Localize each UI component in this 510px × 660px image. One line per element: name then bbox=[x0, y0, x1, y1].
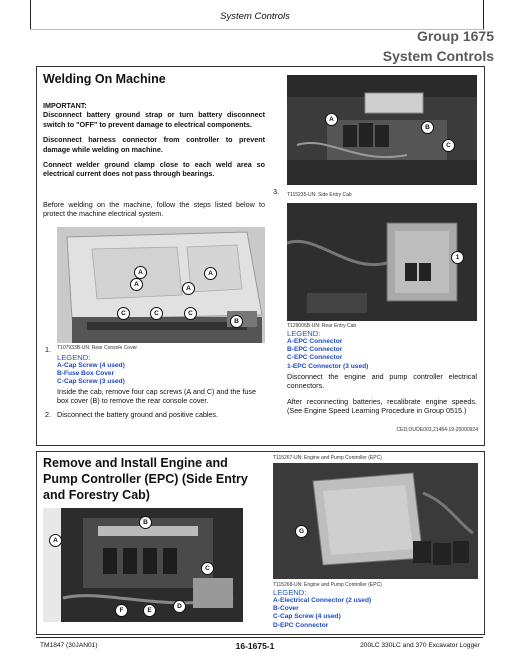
callout-b: B bbox=[139, 516, 152, 529]
step-3-text: Disconnect the engine and pump controller electrical connectors. bbox=[287, 372, 477, 391]
callout-c: C bbox=[184, 307, 197, 320]
legend-item: A-Cap Screw (4 used) bbox=[57, 362, 125, 369]
legend-item: D-EPC Connector bbox=[273, 621, 329, 629]
callout-d: D bbox=[173, 600, 186, 613]
legend-item: 1-EPC Connector (3 used) bbox=[287, 362, 369, 370]
photo-rear-console-cover bbox=[57, 227, 265, 343]
running-header: System Controls bbox=[220, 11, 290, 22]
figure-caption: T115268-UN: Engine and Pump Controller (EPC) bbox=[273, 582, 382, 588]
photo-rear-entry-cab bbox=[287, 203, 477, 321]
group-title: System Controls bbox=[382, 48, 494, 64]
photo-side-entry-cab bbox=[287, 75, 477, 185]
group-number: Group 1675 bbox=[416, 28, 494, 44]
callout-b: B bbox=[230, 315, 243, 328]
photo-epc-side-entry bbox=[43, 508, 243, 622]
legend-item: A-Electrical Connector (2 used) bbox=[273, 597, 372, 604]
section-title-welding: Welding On Machine bbox=[43, 72, 166, 86]
important-text-3: Connect welder ground clamp close to each weld area so electrical current does not pass through bearings. bbox=[43, 160, 265, 179]
callout-g: G bbox=[295, 525, 308, 538]
callout-1: 1 bbox=[451, 251, 464, 264]
figure-caption: T115267-UN: Engine and Pump Controller (EPC) bbox=[273, 455, 382, 461]
legend-heading: LEGEND: bbox=[287, 329, 321, 338]
step-number: 3. bbox=[273, 187, 279, 196]
callout-e: E bbox=[143, 604, 156, 617]
figure-caption: T115235-UN: Side Entry Cab bbox=[287, 192, 352, 198]
recalibrate-note: After reconnecting batteries, recalibrate engine speeds. (See Engine Speed Learning Procedure in Group 0515.) bbox=[287, 397, 477, 416]
step-number: 2. bbox=[45, 410, 51, 419]
footer-doc-number: TM1847 (30JAN01) bbox=[40, 642, 98, 649]
callout-a: A bbox=[134, 266, 147, 279]
step-1-text: Inside the cab, remove four cap screws (A and C) and the fuse box cover (B) to remove the rear console cover. bbox=[57, 387, 256, 406]
callout-a: A bbox=[325, 113, 338, 126]
page-number: 16-1675-1 bbox=[235, 641, 275, 651]
legend-heading: LEGEND: bbox=[273, 588, 307, 597]
important-block bbox=[43, 101, 265, 179]
legend-item: B-Cover bbox=[273, 605, 299, 613]
legend-heading: LEGEND: bbox=[57, 353, 91, 362]
footer-rule bbox=[36, 637, 483, 638]
callout-c: C bbox=[150, 307, 163, 320]
important-text-2: Disconnect harness connector from controller to prevent damage while welding on machine. bbox=[43, 135, 265, 154]
epc-section bbox=[36, 451, 485, 635]
figure-caption: T129006B-UN: Rear Entry Cab bbox=[287, 323, 357, 329]
photo-epc-controller bbox=[273, 463, 478, 579]
legend-item: A-EPC Connector bbox=[287, 338, 343, 345]
callout-a: A bbox=[204, 267, 217, 280]
important-text-1: Disconnect battery ground strap or turn battery disconnect switch to "OFF" to prevent damage to electrical components. bbox=[43, 110, 265, 129]
legend-item: C-Cap Screw (4 used) bbox=[273, 613, 341, 621]
legend-list bbox=[273, 597, 371, 630]
callout-b: B bbox=[421, 121, 434, 134]
callout-a: A bbox=[130, 278, 143, 291]
callout-f: F bbox=[115, 604, 128, 617]
legend-item: B-EPC Connector bbox=[287, 346, 343, 354]
welding-section bbox=[36, 66, 485, 446]
legend-list bbox=[57, 362, 125, 387]
step-number: 1. bbox=[45, 345, 51, 354]
legend-list bbox=[287, 338, 368, 371]
callout-c: C bbox=[442, 139, 455, 152]
callout-a: A bbox=[49, 534, 62, 547]
intro-paragraph: Before welding on the machine, follow the steps listed below to protect the machine electrical system. bbox=[43, 200, 265, 219]
callout-a: A bbox=[182, 282, 195, 295]
callout-c: C bbox=[201, 562, 214, 575]
step-2-text: Disconnect the battery ground and positive cables. bbox=[57, 410, 219, 419]
callout-c: C bbox=[117, 307, 130, 320]
section-title-epc: Remove and Install Engine and Pump Controller (EPC) (Side Entry and Forestry Cab) bbox=[43, 456, 248, 502]
legend-item: C-EPC Connector bbox=[287, 354, 343, 362]
footer-model: 200LC 330LC and 370 Excavator Logger bbox=[360, 642, 480, 649]
legend-item: C-Cap Screw (3 used) bbox=[57, 378, 125, 386]
top-frame-divider bbox=[30, 29, 484, 30]
document-reference: CED,OUOE003,21484-19-20000924 bbox=[396, 427, 478, 433]
legend-item: B-Fuse Box Cover bbox=[57, 370, 115, 378]
important-label: IMPORTANT: bbox=[43, 101, 87, 110]
figure-caption: T107933B-UN: Rear Console Cover bbox=[57, 345, 138, 351]
